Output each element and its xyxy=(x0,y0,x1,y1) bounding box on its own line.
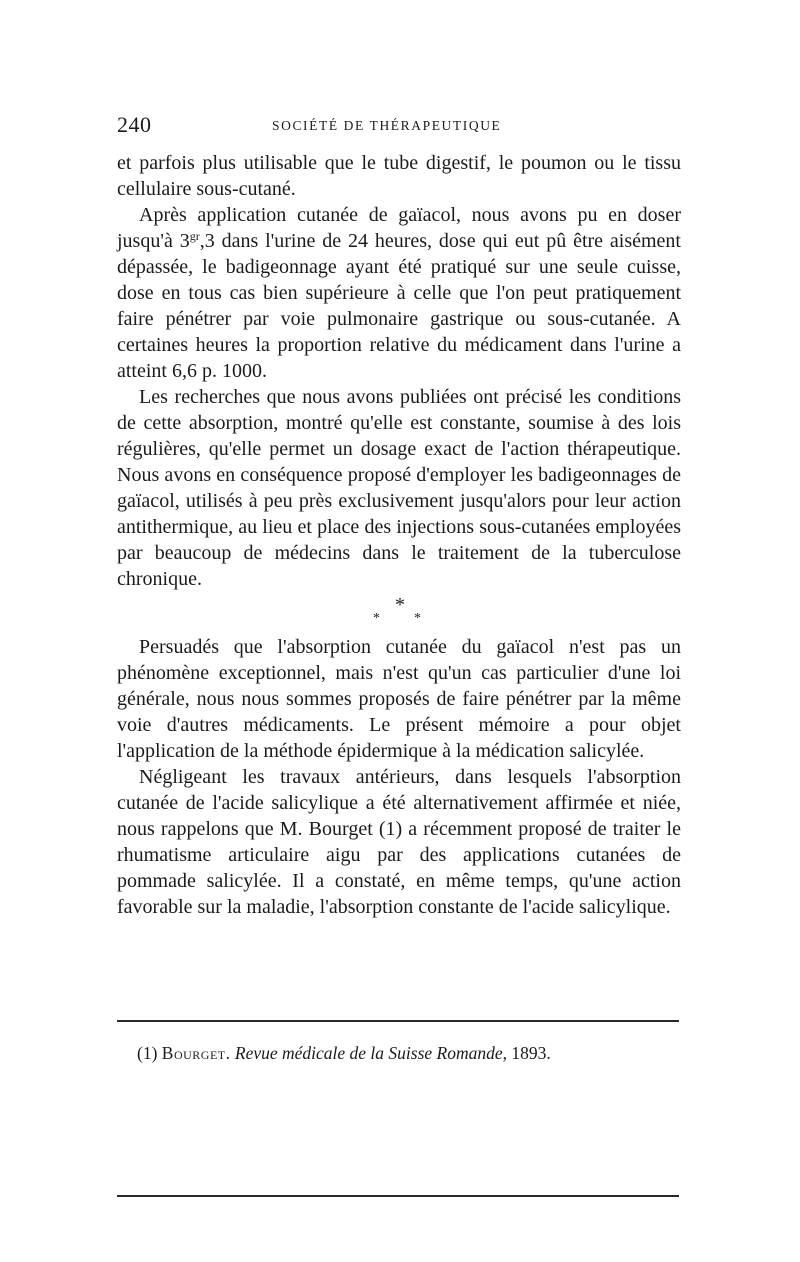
paragraph-5: Négligeant les travaux antérieurs, dans lesquels l'absorption cutanée de l'acide salicylique a été alternativement affirmée et niée, nous rappelons que M. Bourget (1) a récemment proposé de traiter le rhumatisme articulaire aigu par des applications cutanées de pommade salicylée. Il a constaté, en même temps, qu'une action favorable sur la maladie, l'absorption constante de l'acide salicylique. xyxy=(117,766,681,918)
footnote xyxy=(137,1042,657,1064)
bottom-divider xyxy=(117,1195,679,1197)
paragraph-2-part-a: Après application cutanée de gaïacol, nous avons pu en doser jusqu'à 3 xyxy=(117,204,681,252)
asterism-left-star: * xyxy=(373,611,380,626)
asterism-top-star: * xyxy=(395,594,405,616)
asterism-right-star: * xyxy=(414,611,421,626)
body-text xyxy=(117,150,681,920)
running-title: SOCIÉTÉ DE THÉRAPEUTIQUE xyxy=(272,118,502,133)
paragraph-2-part-b: ,3 dans l'urine de 24 heures, dose qui eut pû être aisément dépassée, le badigeonnage ayant été pratiqué sur une seule cuisse, dose en tous cas bien supérieure à celle que l'on peut pratiquement faire pénétrer par voie pulmonaire gastrique ou sous-cutanée. A certaines heures la proportion relative du médicament dans l'urine a atteint 6,6 p. 1000. xyxy=(117,230,681,382)
footnote-author: Bourget. xyxy=(161,1043,231,1063)
gram-superscript: gr xyxy=(189,229,200,243)
footnote-journal: Revue médicale de la Suisse Romande, xyxy=(234,1043,508,1063)
paragraph-2 xyxy=(117,202,681,384)
section-asterism xyxy=(117,594,681,630)
paragraph-4: Persuadés que l'absorption cutanée du gaïacol n'est pas un phénomène exceptionnel, mais n'est qu'un cas particulier d'une loi générale, nous nous sommes proposés de faire pénétrer par la même voie d'autres médicaments. Le présent mémoire a pour objet l'application de la méthode épidermique à la médication salicylée. xyxy=(117,636,681,762)
paragraph-1: et parfois plus utilisable que le tube digestif, le poumon ou le tissu cellulaire sous-cutané. xyxy=(117,152,681,200)
page-number: 240 xyxy=(117,112,152,137)
page-header xyxy=(117,112,681,142)
paragraph-3: Les recherches que nous avons publiées ont précisé les conditions de cette absorption, montré qu'elle est constante, soumise à des lois régulières, qu'elle permet un dosage exact de l'action thérapeutique. Nous avons en conséquence proposé d'employer les badigeonnages de gaïacol, utilisés à peu près exclusivement jusqu'alors pour leur action antithermique, au lieu et place des injections sous-cutanées employées par beaucoup de médecins dans le traitement de la tuberculose chronique. xyxy=(117,386,681,590)
footnote-divider xyxy=(117,1020,679,1022)
footnote-marker: (1) xyxy=(137,1043,158,1063)
footnote-year: 1893. xyxy=(511,1043,551,1063)
